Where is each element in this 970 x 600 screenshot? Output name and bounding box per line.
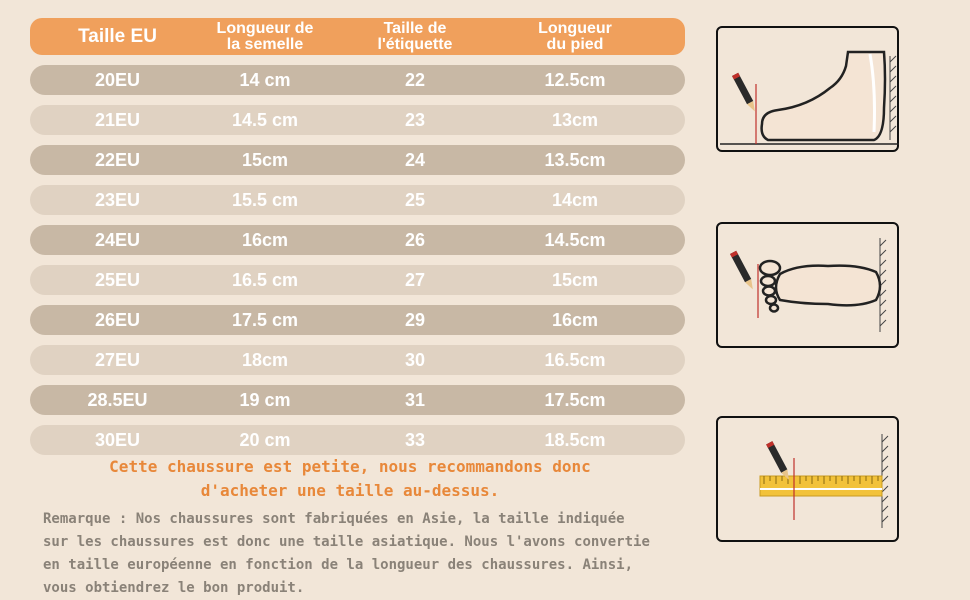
cell-foot: 16.5cm bbox=[544, 349, 606, 370]
cell-insole: 17.5 cm bbox=[231, 309, 299, 330]
cell-foot: 18.5cm bbox=[544, 429, 606, 450]
table-row bbox=[30, 385, 685, 415]
table-row bbox=[30, 185, 685, 215]
recommendation-line-1: Cette chaussure est petite, nous recommandons donc bbox=[109, 457, 591, 476]
size-recommendation bbox=[30, 455, 670, 503]
header-label-size bbox=[345, 21, 485, 53]
table-row bbox=[30, 65, 685, 95]
header-foot-line1: Longueur bbox=[538, 19, 612, 37]
header-insole-length bbox=[185, 21, 345, 53]
table-header bbox=[30, 18, 685, 55]
cell-label: 23 bbox=[404, 109, 426, 130]
cell-insole: 18cm bbox=[241, 349, 289, 370]
table-row bbox=[30, 105, 685, 135]
table-row bbox=[30, 265, 685, 295]
cell-insole: 15.5 cm bbox=[231, 189, 299, 210]
header-label-line1: Taille de bbox=[383, 19, 447, 37]
cell-foot: 12.5cm bbox=[544, 69, 606, 90]
cell-label: 30 bbox=[404, 349, 426, 370]
header-label-line2: l'étiquette bbox=[377, 35, 453, 53]
remark-text bbox=[43, 508, 693, 600]
cell-size-eu: 20EU bbox=[94, 69, 141, 90]
cell-insole: 14 cm bbox=[239, 69, 291, 90]
size-table bbox=[30, 18, 685, 455]
cell-label: 33 bbox=[404, 429, 426, 450]
remark-line-2: sur les chaussures est donc une taille asiatique. Nous l'avons convertie bbox=[43, 534, 650, 550]
cell-label: 22 bbox=[404, 69, 426, 90]
cell-label: 26 bbox=[404, 229, 426, 250]
header-foot-length bbox=[485, 21, 665, 53]
header-foot-line2: du pied bbox=[546, 35, 604, 53]
remark-line-1: Remarque : Nos chaussures sont fabriquées en Asie, la taille indiquée bbox=[43, 511, 625, 527]
header-insole-line2: la semelle bbox=[226, 35, 304, 53]
cell-foot: 16cm bbox=[551, 309, 599, 330]
cell-foot: 14.5cm bbox=[544, 229, 606, 250]
cell-size-eu: 23EU bbox=[94, 189, 141, 210]
cell-size-eu: 24EU bbox=[94, 229, 141, 250]
cell-size-eu: 28.5EU bbox=[87, 389, 148, 410]
header-size-eu: Taille EU bbox=[78, 25, 157, 47]
cell-insole: 14.5 cm bbox=[231, 109, 299, 130]
cell-label: 24 bbox=[404, 149, 426, 170]
cell-insole: 16cm bbox=[241, 229, 289, 250]
recommendation-line-2: d'acheter une taille au-dessus. bbox=[200, 481, 500, 500]
foot-top-view-icon bbox=[718, 224, 901, 350]
cell-size-eu: 26EU bbox=[94, 309, 141, 330]
cell-foot: 13cm bbox=[551, 109, 599, 130]
foot-side-view-panel bbox=[716, 26, 899, 152]
cell-foot: 15cm bbox=[551, 269, 599, 290]
table-row bbox=[30, 305, 685, 335]
cell-insole: 20 cm bbox=[239, 429, 291, 450]
ruler-measure-panel bbox=[716, 416, 899, 542]
cell-insole: 16.5 cm bbox=[231, 269, 299, 290]
cell-insole: 15cm bbox=[241, 149, 289, 170]
cell-label: 25 bbox=[404, 189, 426, 210]
table-row bbox=[30, 345, 685, 375]
remark-line-3: en taille européenne en fonction de la longueur des chaussures. Ainsi, bbox=[43, 557, 634, 573]
cell-size-eu: 27EU bbox=[94, 349, 141, 370]
cell-foot: 13.5cm bbox=[544, 149, 606, 170]
cell-label: 29 bbox=[404, 309, 426, 330]
cell-size-eu: 22EU bbox=[94, 149, 141, 170]
cell-size-eu: 25EU bbox=[94, 269, 141, 290]
cell-insole: 19 cm bbox=[239, 389, 291, 410]
table-row bbox=[30, 225, 685, 255]
ruler-measure-icon bbox=[718, 418, 901, 544]
table-row bbox=[30, 145, 685, 175]
table-row bbox=[30, 425, 685, 455]
cell-label: 27 bbox=[404, 269, 426, 290]
foot-top-view-panel bbox=[716, 222, 899, 348]
header-insole-line1: Longueur de bbox=[216, 19, 314, 37]
remark-line-4: vous obtiendrez le bon produit. bbox=[43, 580, 305, 596]
cell-foot: 14cm bbox=[551, 189, 599, 210]
cell-label: 31 bbox=[404, 389, 426, 410]
cell-foot: 17.5cm bbox=[544, 389, 606, 410]
cell-size-eu: 30EU bbox=[94, 429, 141, 450]
foot-side-view-icon bbox=[718, 28, 901, 154]
cell-size-eu: 21EU bbox=[94, 109, 141, 130]
